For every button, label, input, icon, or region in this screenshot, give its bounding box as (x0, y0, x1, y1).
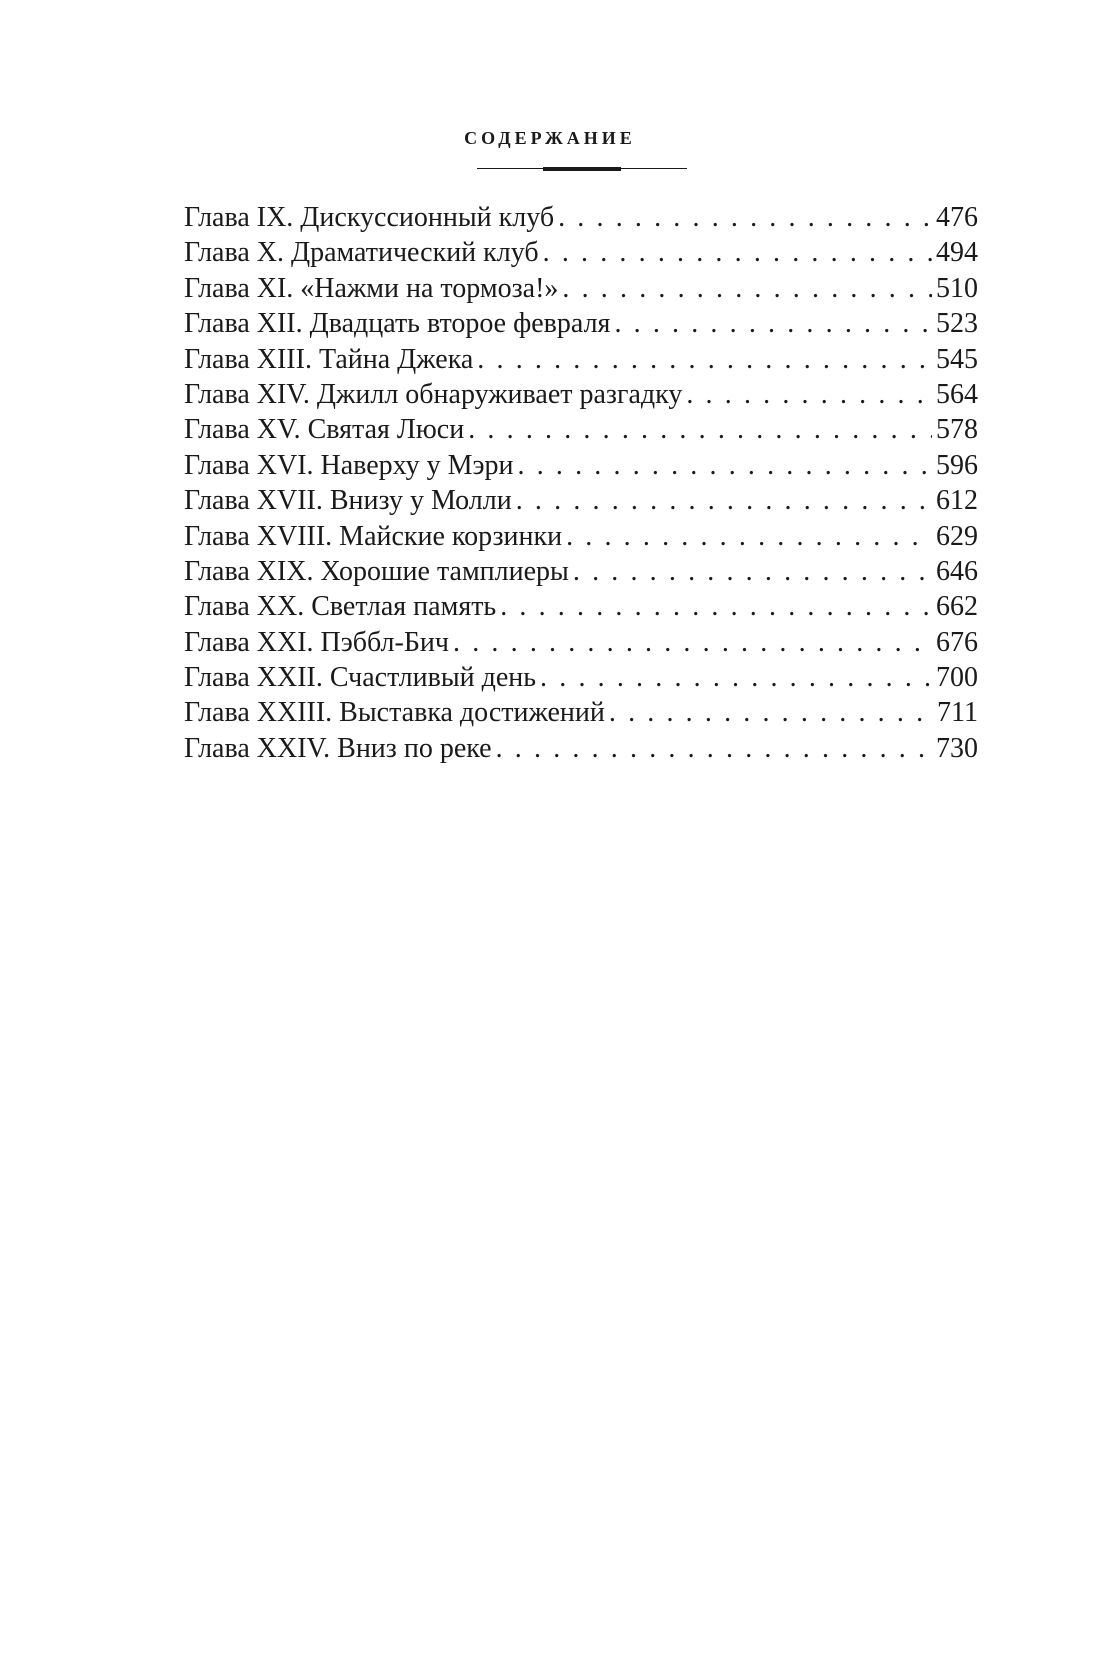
toc-entry[interactable] (184, 306, 978, 341)
toc-dot-leader (686, 377, 932, 412)
toc-entry-title: Глава XVI. Наверху у Мэри (184, 449, 514, 481)
toc-entry[interactable] (184, 235, 978, 270)
toc-entry-page: 730 (936, 732, 978, 764)
toc-entry-title: Глава XV. Святая Люси (184, 414, 465, 446)
table-of-contents (184, 200, 978, 766)
toc-entry[interactable] (184, 554, 978, 589)
toc-entry-page: 578 (936, 414, 978, 446)
toc-entry-page: 646 (936, 555, 978, 587)
toc-entry-page: 476 (936, 202, 978, 233)
toc-entry[interactable] (184, 519, 978, 554)
toc-entry[interactable] (184, 271, 978, 306)
toc-entry-page: 612 (936, 485, 978, 517)
toc-dot-leader (543, 235, 932, 270)
toc-entry-title: Глава XIX. Хорошие тамплиеры (184, 555, 569, 587)
toc-dot-leader (540, 660, 932, 695)
toc-entry-page: 596 (936, 449, 978, 481)
toc-dot-leader (516, 483, 932, 518)
toc-entry-title: Глава XX. Светлая память (184, 591, 497, 623)
page-title: СОДЕРЖАНИЕ (464, 128, 636, 148)
toc-entry-title: Глава IX. Дискуссионный клуб (184, 202, 555, 233)
toc-entry[interactable] (184, 342, 978, 377)
toc-entry-title: Глава XIV. Джилл обнаруживает разгадку (184, 378, 683, 410)
toc-entry-page: 629 (936, 520, 978, 552)
toc-entry[interactable] (184, 695, 978, 730)
toc-entry[interactable] (184, 625, 978, 660)
toc-entry-title: Глава XI. «Нажми на тормоза!» (184, 272, 559, 304)
page-header (0, 128, 1100, 149)
toc-entry-title: Глава X. Драматический клуб (184, 237, 539, 269)
toc-entry[interactable] (184, 589, 978, 624)
toc-dot-leader (468, 412, 932, 447)
toc-entry[interactable] (184, 377, 978, 412)
toc-dot-leader (477, 342, 932, 377)
toc-entry-title: Глава XXIV. Вниз по реке (184, 732, 492, 764)
toc-entry-page: 564 (936, 378, 978, 410)
toc-entry[interactable] (184, 448, 978, 483)
toc-entry-title: Глава XXIII. Выставка достижений (184, 697, 605, 729)
toc-entry-page: 711 (937, 697, 978, 729)
toc-entry-title: Глава XXII. Счастливый день (184, 662, 537, 694)
toc-entry-page: 510 (936, 272, 978, 304)
toc-dot-leader (562, 271, 932, 306)
toc-entry-page: 676 (936, 626, 978, 658)
title-underline-accent (543, 167, 621, 171)
toc-dot-leader (558, 200, 932, 235)
toc-entry[interactable] (184, 483, 978, 518)
toc-entry[interactable] (184, 731, 978, 766)
toc-dot-leader (496, 731, 932, 766)
toc-entry-page: 700 (936, 662, 978, 694)
toc-dot-leader (614, 306, 932, 341)
toc-dot-leader (453, 625, 932, 660)
toc-entry-title: Глава XVIII. Майские корзинки (184, 520, 563, 552)
toc-entry[interactable] (184, 200, 978, 235)
toc-entry[interactable] (184, 660, 978, 695)
toc-dot-leader (500, 589, 932, 624)
toc-dot-leader (518, 448, 933, 483)
toc-entry-title: Глава XXI. Пэббл-Бич (184, 626, 450, 658)
toc-dot-leader (566, 519, 932, 554)
toc-entry-title: Глава XIII. Тайна Джека (184, 343, 474, 375)
toc-entry[interactable] (184, 412, 978, 447)
toc-entry-page: 494 (936, 237, 978, 269)
toc-entry-title: Глава XVII. Внизу у Молли (184, 485, 512, 517)
toc-entry-page: 662 (936, 591, 978, 623)
toc-dot-leader (573, 554, 932, 589)
toc-entry-page: 545 (936, 343, 978, 375)
toc-entry-title: Глава XII. Двадцать второе февраля (184, 308, 611, 340)
toc-entry-page: 523 (936, 308, 978, 340)
toc-dot-leader (609, 695, 933, 730)
